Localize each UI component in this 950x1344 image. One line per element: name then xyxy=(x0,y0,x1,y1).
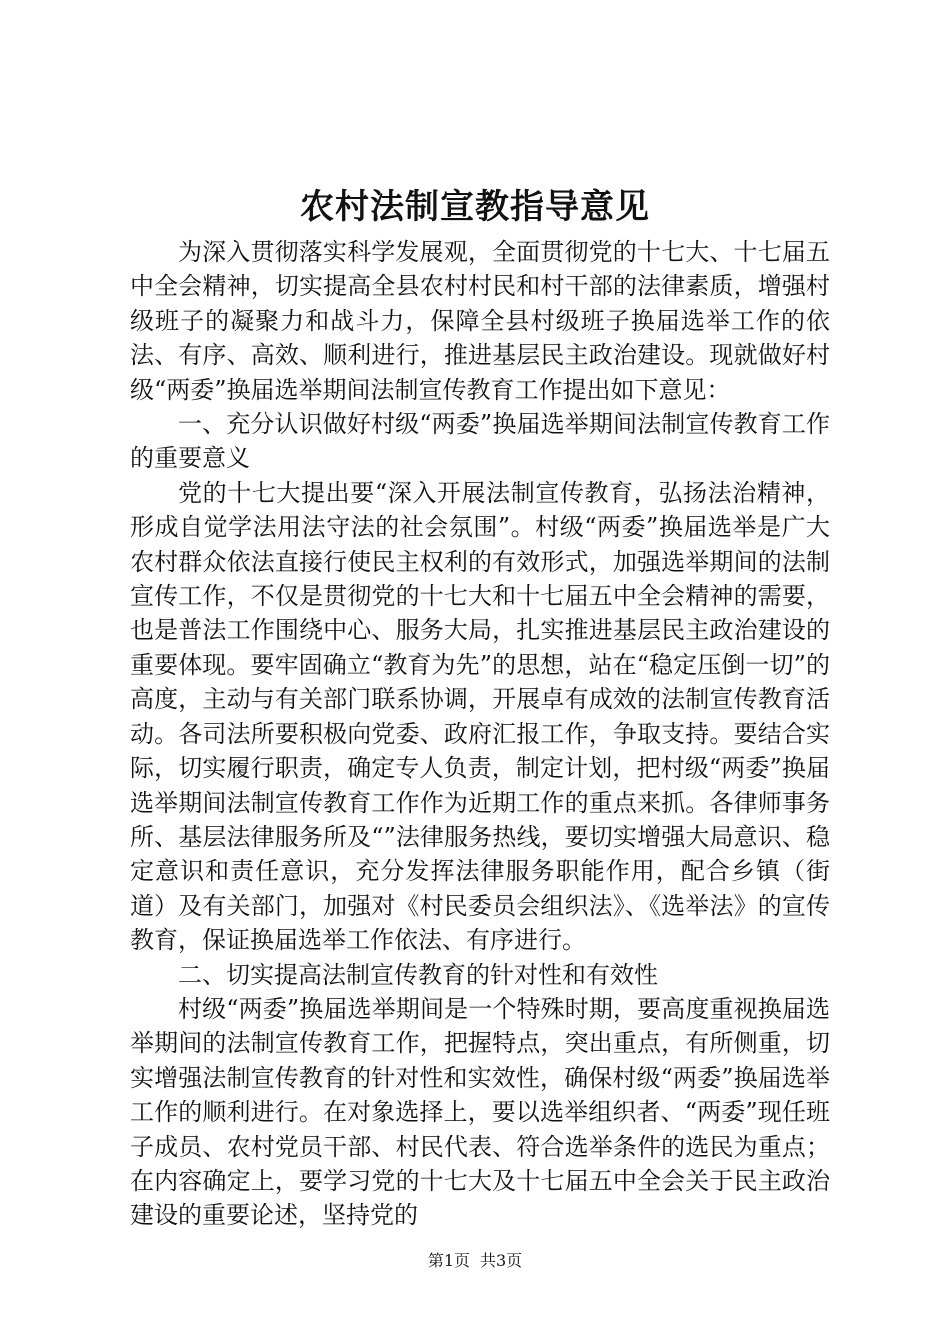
paragraph-section-2: 村级“两委”换届选举期间是一个特殊时期，要高度重视换届选举期间的法制宣传教育工作，把握特点，突出重点，有所侧重，切实增强法制宣传教育的针对性和实效性，确保村级“两委”换届选举工作的顺利进行。在对象选择上，要以选举组织者、“两委”现任班子成员、农村党员干部、村民代表、符合选举条件的选民为重点；在内容确定上，要学习党的十七大及十七届五中全会关于民主政治建设的重要论述，坚持党的 xyxy=(130,994,830,1230)
paragraph-intro: 为深入贯彻落实科学发展观，全面贯彻党的十七大、十七届五中全会精神，切实提高全县农村村民和村干部的法律素质，增强村级班子的凝聚力和战斗力，保障全县村级班子换届选举工作的依法、有序、高效、顺利进行，推进基层民主政治建设。现就做好村级“两委”换届选举期间法制宣传教育工作提出如下意见： xyxy=(130,238,830,404)
page-total: 共3页 xyxy=(480,1251,523,1270)
page-footer xyxy=(0,1250,950,1272)
document-title: 农村法制宣教指导意见 xyxy=(300,187,650,227)
document-body xyxy=(130,235,830,1233)
section-heading-1: 一、充分认识做好村级“两委”换届选举期间法制宣传教育工作的重要意义 xyxy=(130,410,830,473)
paragraph-section-1: 党的十七大提出要“深入开展法制宣传教育，弘扬法治精神，形成自觉学法用法守法的社会氛围”。村级“两委”换届选举是广大农村群众依法直接行使民主权利的有效形式，加强选举期间的法制宣传工作，不仅是贯彻党的十七大和十七届五中全会精神的需要，也是普法工作围绕中心、服务大局，扎实推进基层民主政治建设的重要体现。要牢固确立“教育为先”的思想，站在“稳定压倒一切”的高度，主动与有关部门联系协调，开展卓有成效的法制宣传教育活动。各司法所要积极向党委、政府汇报工作，争取支持。要结合实际，切实履行职责，确定专人负责，制定计划，把村级“两委”换届选举期间法制宣传教育工作作为近期工作的重点来抓。各律师事务所、基层法律服务所及“”法律服务热线，要切实增强大局意识、稳定意识和责任意识，充分发挥法律服务职能作用，配合乡镇（街道）及有关部门，加强对《村民委员会组织法》、《选举法》的宣传教育，保证换届选举工作依法、有序进行。 xyxy=(130,478,830,955)
section-heading-2: 二、切实提高法制宣传教育的针对性和有效性 xyxy=(178,960,658,989)
page-number: 第1页 xyxy=(427,1251,470,1270)
